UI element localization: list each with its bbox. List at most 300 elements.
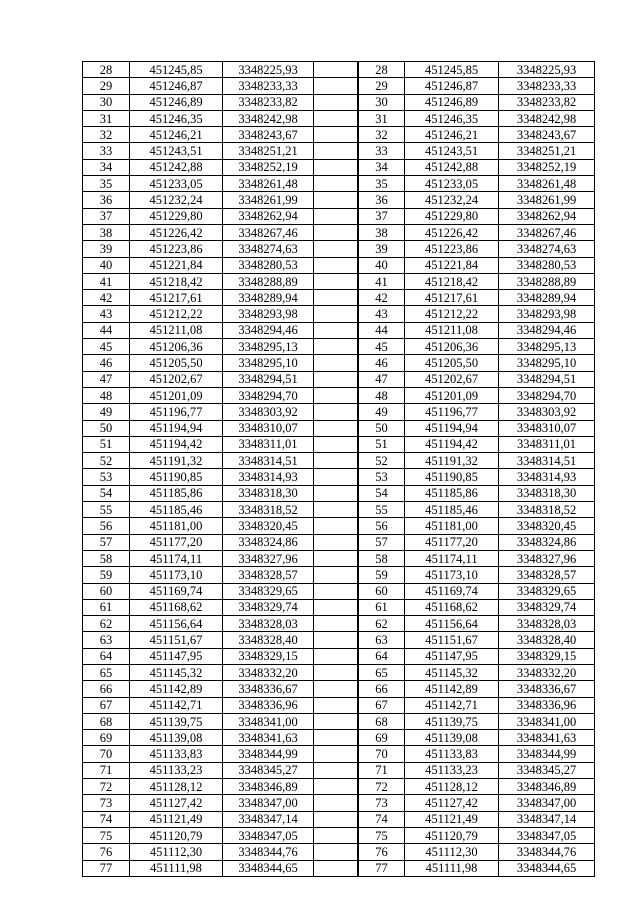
- y-coordinate-cell: 3348346,89: [499, 779, 595, 795]
- table-row: [83, 94, 358, 110]
- x-coordinate-cell: 451202,67: [130, 371, 223, 387]
- table-row: [83, 208, 358, 224]
- empty-cell: [314, 273, 358, 289]
- table-row: [359, 208, 595, 224]
- x-coordinate-cell: 451185,46: [130, 502, 223, 518]
- table-row: [359, 322, 595, 338]
- y-coordinate-cell: 3348341,00: [223, 713, 314, 729]
- x-coordinate-cell: 451218,42: [130, 273, 223, 289]
- empty-cell: [314, 664, 358, 680]
- x-coordinate-cell: 451206,36: [405, 339, 499, 355]
- y-coordinate-cell: 3348310,07: [223, 420, 314, 436]
- empty-cell: [314, 827, 358, 843]
- x-coordinate-cell: 451120,79: [405, 827, 499, 843]
- y-coordinate-cell: 3348314,93: [223, 469, 314, 485]
- y-coordinate-cell: 3348320,45: [223, 518, 314, 534]
- point-number-cell: 48: [83, 387, 130, 403]
- empty-cell: [314, 632, 358, 648]
- table-row: [359, 485, 595, 501]
- x-coordinate-cell: 451246,21: [405, 127, 499, 143]
- y-coordinate-cell: 3348328,03: [499, 616, 595, 632]
- y-coordinate-cell: 3348293,98: [499, 306, 595, 322]
- point-number-cell: 37: [83, 208, 130, 224]
- empty-cell: [314, 860, 358, 876]
- table-row: [359, 306, 595, 322]
- point-number-cell: 47: [83, 371, 130, 387]
- x-coordinate-cell: 451121,49: [130, 811, 223, 827]
- y-coordinate-cell: 3348251,21: [223, 143, 314, 159]
- x-coordinate-cell: 451185,86: [130, 485, 223, 501]
- empty-cell: [314, 681, 358, 697]
- point-number-cell: 72: [359, 779, 405, 795]
- x-coordinate-cell: 451177,20: [130, 534, 223, 550]
- point-number-cell: 56: [83, 518, 130, 534]
- x-coordinate-cell: 451191,32: [405, 453, 499, 469]
- table-row: [83, 844, 358, 860]
- y-coordinate-cell: 3348344,99: [499, 746, 595, 762]
- x-coordinate-cell: 451246,35: [405, 110, 499, 126]
- x-coordinate-cell: 451139,08: [130, 730, 223, 746]
- point-number-cell: 68: [83, 713, 130, 729]
- x-coordinate-cell: 451174,11: [405, 550, 499, 566]
- table-row: [83, 616, 358, 632]
- table-row: [83, 518, 358, 534]
- empty-cell: [314, 844, 358, 860]
- point-number-cell: 62: [359, 616, 405, 632]
- table-row: [83, 583, 358, 599]
- point-number-cell: 66: [83, 681, 130, 697]
- x-coordinate-cell: 451120,79: [130, 827, 223, 843]
- table-row: [83, 697, 358, 713]
- y-coordinate-cell: 3348310,07: [499, 420, 595, 436]
- x-coordinate-cell: 451190,85: [405, 469, 499, 485]
- y-coordinate-cell: 3348261,48: [223, 176, 314, 192]
- y-coordinate-cell: 3348329,15: [223, 648, 314, 664]
- point-number-cell: 43: [83, 306, 130, 322]
- point-number-cell: 54: [83, 485, 130, 501]
- point-number-cell: 63: [83, 632, 130, 648]
- y-coordinate-cell: 3348225,93: [499, 62, 595, 78]
- point-number-cell: 41: [359, 273, 405, 289]
- table-row: [83, 62, 358, 78]
- y-coordinate-cell: 3348294,51: [223, 371, 314, 387]
- x-coordinate-cell: 451121,49: [405, 811, 499, 827]
- x-coordinate-cell: 451246,89: [405, 94, 499, 110]
- y-coordinate-cell: 3348274,63: [499, 241, 595, 257]
- table-row: [83, 648, 358, 664]
- y-coordinate-cell: 3348341,63: [499, 730, 595, 746]
- empty-cell: [314, 746, 358, 762]
- table-row: [359, 534, 595, 550]
- x-coordinate-cell: 451139,75: [130, 713, 223, 729]
- y-coordinate-cell: 3348314,51: [223, 453, 314, 469]
- table-row: [83, 534, 358, 550]
- y-coordinate-cell: 3348324,86: [223, 534, 314, 550]
- point-number-cell: 30: [83, 94, 130, 110]
- x-coordinate-cell: 451111,98: [405, 860, 499, 876]
- x-coordinate-cell: 451233,05: [130, 176, 223, 192]
- y-coordinate-cell: 3348295,10: [499, 355, 595, 371]
- table-row: [359, 827, 595, 843]
- point-number-cell: 42: [83, 290, 130, 306]
- point-number-cell: 37: [359, 208, 405, 224]
- x-coordinate-cell: 451246,87: [405, 78, 499, 94]
- empty-cell: [314, 404, 358, 420]
- y-coordinate-cell: 3348294,51: [499, 371, 595, 387]
- x-coordinate-cell: 451156,64: [405, 616, 499, 632]
- y-coordinate-cell: 3348347,05: [499, 827, 595, 843]
- table-row: [83, 860, 358, 876]
- point-number-cell: 73: [83, 795, 130, 811]
- y-coordinate-cell: 3348314,93: [499, 469, 595, 485]
- y-coordinate-cell: 3348329,65: [223, 583, 314, 599]
- table-row: [83, 404, 358, 420]
- empty-cell: [314, 795, 358, 811]
- x-coordinate-cell: 451177,20: [405, 534, 499, 550]
- table-row: [359, 257, 595, 273]
- y-coordinate-cell: 3348329,15: [499, 648, 595, 664]
- point-number-cell: 33: [83, 143, 130, 159]
- point-number-cell: 39: [83, 241, 130, 257]
- x-coordinate-cell: 451173,10: [405, 567, 499, 583]
- point-number-cell: 36: [359, 192, 405, 208]
- point-number-cell: 44: [359, 322, 405, 338]
- x-coordinate-cell: 451194,42: [130, 436, 223, 452]
- x-coordinate-cell: 451191,32: [130, 453, 223, 469]
- x-coordinate-cell: 451223,86: [405, 241, 499, 257]
- table-row: [359, 860, 595, 876]
- y-coordinate-cell: 3348242,98: [499, 110, 595, 126]
- table-row: [83, 387, 358, 403]
- point-number-cell: 56: [359, 518, 405, 534]
- x-coordinate-cell: 451185,86: [405, 485, 499, 501]
- y-coordinate-cell: 3348314,51: [499, 453, 595, 469]
- x-coordinate-cell: 451168,62: [405, 599, 499, 615]
- table-row: [359, 518, 595, 534]
- empty-cell: [314, 208, 358, 224]
- y-coordinate-cell: 3348262,94: [499, 208, 595, 224]
- x-coordinate-cell: 451147,95: [130, 648, 223, 664]
- x-coordinate-cell: 451245,85: [405, 62, 499, 78]
- x-coordinate-cell: 451133,23: [405, 762, 499, 778]
- empty-cell: [314, 811, 358, 827]
- y-coordinate-cell: 3348261,48: [499, 176, 595, 192]
- point-number-cell: 59: [83, 567, 130, 583]
- empty-cell: [314, 322, 358, 338]
- point-number-cell: 57: [359, 534, 405, 550]
- point-number-cell: 76: [359, 844, 405, 860]
- table-row: [359, 78, 595, 94]
- x-coordinate-cell: 451181,00: [405, 518, 499, 534]
- coordinates-table-right: [358, 61, 595, 877]
- table-row: [359, 730, 595, 746]
- table-row: [83, 306, 358, 322]
- y-coordinate-cell: 3348336,67: [223, 681, 314, 697]
- table-row: [83, 599, 358, 615]
- point-number-cell: 77: [359, 860, 405, 876]
- y-coordinate-cell: 3348328,03: [223, 616, 314, 632]
- point-number-cell: 58: [83, 550, 130, 566]
- table-row: [83, 436, 358, 452]
- y-coordinate-cell: 3348344,65: [499, 860, 595, 876]
- empty-cell: [314, 518, 358, 534]
- y-coordinate-cell: 3348288,89: [223, 273, 314, 289]
- table-row: [359, 583, 595, 599]
- y-coordinate-cell: 3348280,53: [223, 257, 314, 273]
- x-coordinate-cell: 451196,77: [130, 404, 223, 420]
- table-row: [359, 502, 595, 518]
- y-coordinate-cell: 3348328,40: [223, 632, 314, 648]
- y-coordinate-cell: 3348294,46: [223, 322, 314, 338]
- table-row: [83, 322, 358, 338]
- x-coordinate-cell: 451142,71: [130, 697, 223, 713]
- y-coordinate-cell: 3348295,13: [499, 339, 595, 355]
- table-row: [83, 762, 358, 778]
- table-row: [359, 127, 595, 143]
- table-row: [359, 469, 595, 485]
- x-coordinate-cell: 451217,61: [405, 290, 499, 306]
- point-number-cell: 32: [359, 127, 405, 143]
- empty-cell: [314, 779, 358, 795]
- table-row: [359, 159, 595, 175]
- empty-cell: [314, 387, 358, 403]
- x-coordinate-cell: 451194,94: [130, 420, 223, 436]
- y-coordinate-cell: 3348294,70: [499, 387, 595, 403]
- point-number-cell: 50: [83, 420, 130, 436]
- y-coordinate-cell: 3348344,99: [223, 746, 314, 762]
- y-coordinate-cell: 3348347,14: [223, 811, 314, 827]
- y-coordinate-cell: 3348294,46: [499, 322, 595, 338]
- empty-cell: [314, 616, 358, 632]
- x-coordinate-cell: 451190,85: [130, 469, 223, 485]
- point-number-cell: 34: [83, 159, 130, 175]
- table-row: [359, 110, 595, 126]
- x-coordinate-cell: 451142,71: [405, 697, 499, 713]
- point-number-cell: 28: [83, 62, 130, 78]
- point-number-cell: 39: [359, 241, 405, 257]
- x-coordinate-cell: 451147,95: [405, 648, 499, 664]
- x-coordinate-cell: 451201,09: [405, 387, 499, 403]
- y-coordinate-cell: 3348320,45: [499, 518, 595, 534]
- x-coordinate-cell: 451246,35: [130, 110, 223, 126]
- x-coordinate-cell: 451211,08: [130, 322, 223, 338]
- y-coordinate-cell: 3348345,27: [499, 762, 595, 778]
- point-number-cell: 61: [83, 599, 130, 615]
- table-row: [359, 648, 595, 664]
- table-row: [83, 713, 358, 729]
- point-number-cell: 73: [359, 795, 405, 811]
- x-coordinate-cell: 451232,24: [405, 192, 499, 208]
- point-number-cell: 63: [359, 632, 405, 648]
- table-row: [83, 192, 358, 208]
- point-number-cell: 38: [359, 224, 405, 240]
- empty-cell: [314, 306, 358, 322]
- table-row: [359, 844, 595, 860]
- y-coordinate-cell: 3348341,63: [223, 730, 314, 746]
- point-number-cell: 64: [83, 648, 130, 664]
- point-number-cell: 64: [359, 648, 405, 664]
- point-number-cell: 72: [83, 779, 130, 795]
- y-coordinate-cell: 3348318,52: [223, 502, 314, 518]
- point-number-cell: 66: [359, 681, 405, 697]
- point-number-cell: 60: [83, 583, 130, 599]
- empty-cell: [314, 371, 358, 387]
- empty-cell: [314, 192, 358, 208]
- point-number-cell: 31: [359, 110, 405, 126]
- y-coordinate-cell: 3348295,13: [223, 339, 314, 355]
- x-coordinate-cell: 451246,89: [130, 94, 223, 110]
- x-coordinate-cell: 451212,22: [130, 306, 223, 322]
- table-row: [359, 62, 595, 78]
- table-row: [359, 681, 595, 697]
- point-number-cell: 51: [359, 436, 405, 452]
- x-coordinate-cell: 451133,83: [405, 746, 499, 762]
- x-coordinate-cell: 451156,64: [130, 616, 223, 632]
- table-row: [359, 436, 595, 452]
- y-coordinate-cell: 3348329,65: [499, 583, 595, 599]
- x-coordinate-cell: 451221,84: [405, 257, 499, 273]
- point-number-cell: 36: [83, 192, 130, 208]
- point-number-cell: 40: [83, 257, 130, 273]
- x-coordinate-cell: 451112,30: [130, 844, 223, 860]
- x-coordinate-cell: 451139,75: [405, 713, 499, 729]
- table-row: [359, 632, 595, 648]
- y-coordinate-cell: 3348341,00: [499, 713, 595, 729]
- x-coordinate-cell: 451242,88: [405, 159, 499, 175]
- y-coordinate-cell: 3348329,74: [499, 599, 595, 615]
- empty-cell: [314, 127, 358, 143]
- y-coordinate-cell: 3348289,94: [499, 290, 595, 306]
- table-row: [83, 257, 358, 273]
- point-number-cell: 53: [359, 469, 405, 485]
- point-number-cell: 70: [359, 746, 405, 762]
- x-coordinate-cell: 451243,51: [405, 143, 499, 159]
- table-row: [359, 697, 595, 713]
- x-coordinate-cell: 451168,62: [130, 599, 223, 615]
- y-coordinate-cell: 3348295,10: [223, 355, 314, 371]
- x-coordinate-cell: 451169,74: [405, 583, 499, 599]
- point-number-cell: 68: [359, 713, 405, 729]
- point-number-cell: 46: [359, 355, 405, 371]
- table-row: [83, 632, 358, 648]
- point-number-cell: 59: [359, 567, 405, 583]
- y-coordinate-cell: 3348274,63: [223, 241, 314, 257]
- point-number-cell: 43: [359, 306, 405, 322]
- point-number-cell: 40: [359, 257, 405, 273]
- table-row: [83, 811, 358, 827]
- table-row: [83, 290, 358, 306]
- y-coordinate-cell: 3348345,27: [223, 762, 314, 778]
- point-number-cell: 44: [83, 322, 130, 338]
- table-row: [83, 550, 358, 566]
- table-row: [359, 664, 595, 680]
- x-coordinate-cell: 451111,98: [130, 860, 223, 876]
- empty-cell: [314, 176, 358, 192]
- empty-cell: [314, 469, 358, 485]
- empty-cell: [314, 420, 358, 436]
- empty-cell: [314, 550, 358, 566]
- x-coordinate-cell: 451112,30: [405, 844, 499, 860]
- empty-cell: [314, 224, 358, 240]
- point-number-cell: 71: [359, 762, 405, 778]
- empty-cell: [314, 485, 358, 501]
- y-coordinate-cell: 3348344,76: [499, 844, 595, 860]
- table-row: [83, 176, 358, 192]
- point-number-cell: 31: [83, 110, 130, 126]
- point-number-cell: 65: [83, 664, 130, 680]
- table-row: [83, 241, 358, 257]
- table-row: [83, 485, 358, 501]
- y-coordinate-cell: 3348293,98: [223, 306, 314, 322]
- y-coordinate-cell: 3348233,82: [499, 94, 595, 110]
- x-coordinate-cell: 451229,80: [405, 208, 499, 224]
- x-coordinate-cell: 451174,11: [130, 550, 223, 566]
- empty-cell: [314, 713, 358, 729]
- point-number-cell: 75: [83, 827, 130, 843]
- x-coordinate-cell: 451229,80: [130, 208, 223, 224]
- y-coordinate-cell: 3348332,20: [223, 664, 314, 680]
- y-coordinate-cell: 3348243,67: [223, 127, 314, 143]
- x-coordinate-cell: 451127,42: [130, 795, 223, 811]
- y-coordinate-cell: 3348225,93: [223, 62, 314, 78]
- point-number-cell: 60: [359, 583, 405, 599]
- x-coordinate-cell: 451212,22: [405, 306, 499, 322]
- table-row: [359, 176, 595, 192]
- y-coordinate-cell: 3348233,33: [223, 78, 314, 94]
- y-coordinate-cell: 3348318,52: [499, 502, 595, 518]
- point-number-cell: 52: [359, 453, 405, 469]
- x-coordinate-cell: 451205,50: [130, 355, 223, 371]
- x-coordinate-cell: 451243,51: [130, 143, 223, 159]
- x-coordinate-cell: 451151,67: [405, 632, 499, 648]
- point-number-cell: 55: [359, 502, 405, 518]
- table-row: [83, 159, 358, 175]
- point-number-cell: 33: [359, 143, 405, 159]
- x-coordinate-cell: 451246,21: [130, 127, 223, 143]
- y-coordinate-cell: 3348288,89: [499, 273, 595, 289]
- x-coordinate-cell: 451128,12: [130, 779, 223, 795]
- point-number-cell: 28: [359, 62, 405, 78]
- point-number-cell: 46: [83, 355, 130, 371]
- y-coordinate-cell: 3348294,70: [223, 387, 314, 403]
- point-number-cell: 53: [83, 469, 130, 485]
- empty-cell: [314, 62, 358, 78]
- point-number-cell: 41: [83, 273, 130, 289]
- point-number-cell: 55: [83, 502, 130, 518]
- table-row: [83, 371, 358, 387]
- point-number-cell: 45: [359, 339, 405, 355]
- point-number-cell: 71: [83, 762, 130, 778]
- y-coordinate-cell: 3348346,89: [223, 779, 314, 795]
- y-coordinate-cell: 3348347,00: [223, 795, 314, 811]
- table-row: [359, 355, 595, 371]
- y-coordinate-cell: 3348251,21: [499, 143, 595, 159]
- point-number-cell: 58: [359, 550, 405, 566]
- x-coordinate-cell: 451145,32: [130, 664, 223, 680]
- table-row: [359, 143, 595, 159]
- y-coordinate-cell: 3348261,99: [499, 192, 595, 208]
- table-row: [83, 453, 358, 469]
- x-coordinate-cell: 451202,67: [405, 371, 499, 387]
- x-coordinate-cell: 451145,32: [405, 664, 499, 680]
- x-coordinate-cell: 451226,42: [405, 224, 499, 240]
- x-coordinate-cell: 451173,10: [130, 567, 223, 583]
- table-row: [83, 795, 358, 811]
- empty-cell: [314, 583, 358, 599]
- empty-cell: [314, 78, 358, 94]
- table-row: [359, 599, 595, 615]
- y-coordinate-cell: 3348324,86: [499, 534, 595, 550]
